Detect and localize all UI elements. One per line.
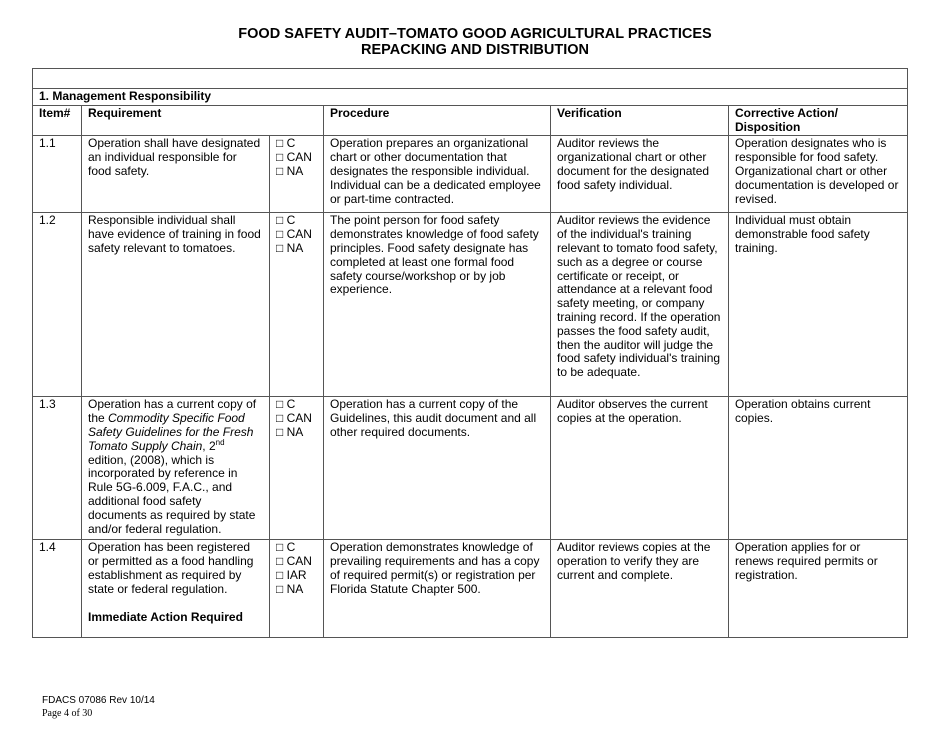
verification-cell: Auditor reviews copies at the operation to verify they are current and complete. <box>551 540 729 638</box>
footer <box>42 694 155 720</box>
status-options <box>270 213 324 397</box>
table-row <box>33 397 908 540</box>
blank-row <box>33 69 908 89</box>
requirement-text: Operation has a current copy of the <box>88 397 257 426</box>
checkbox-na[interactable]: □ NA <box>276 424 304 439</box>
requirement-text-rest: edition, (2008), which is incorporated by reference in Rule 5G-6.009, F.A.C., and additional food safety documents as required by state and/or federal regulation. <box>88 452 256 536</box>
procedure-cell: The point person for food safety demonstrates knowledge of food safety principles. Food safety designate has completed at least one formal food safety course/workshop or by job experience. <box>324 213 551 397</box>
status-options <box>270 136 324 213</box>
checkbox-iar[interactable]: □ IAR <box>276 567 307 582</box>
edition-text: , 2 <box>202 438 216 453</box>
item-number: 1.1 <box>33 136 82 213</box>
corrective-cell: Individual must obtain demonstrable food safety training. <box>729 213 908 397</box>
table-row <box>33 540 908 638</box>
edition-superscript: nd <box>215 437 225 447</box>
blank-cell <box>33 69 908 89</box>
verification-cell: Auditor observes the current copies at the operation. <box>551 397 729 540</box>
header-verification: Verification <box>551 105 729 136</box>
immediate-action-note: Immediate Action Required <box>88 609 243 624</box>
item-number: 1.2 <box>33 213 82 397</box>
requirement-cell: Operation shall have designated an individual responsible for food safety. <box>82 136 270 213</box>
checkbox-c[interactable]: □ C <box>276 136 296 151</box>
header-requirement: Requirement <box>82 105 324 136</box>
header-corrective: Corrective Action/ Disposition <box>729 105 908 136</box>
item-number: 1.4 <box>33 540 82 638</box>
verification-cell: Auditor reviews the organizational chart or other document for the designated food safety individual. <box>551 136 729 213</box>
document-title <box>0 26 950 58</box>
header-row <box>33 105 908 136</box>
requirement-text: Operation has been registered or permitted as a food handling establishment as required by state or federal regulation. <box>88 540 254 596</box>
form-number: FDACS 07086 Rev 10/14 <box>42 695 155 706</box>
section-row <box>33 89 908 106</box>
status-options <box>270 397 324 540</box>
section-title: 1. Management Responsibility <box>33 89 908 106</box>
requirement-cell <box>82 397 270 540</box>
table-row <box>33 213 908 397</box>
verification-cell: Auditor reviews the evidence of the individual's training relevant to tomato food safety, such as a degree or course certificate or receipt, or attendance at a relevant food safety meeting, or company training record. If the operation passes the food safety audit, then the auditor will judge the food safety individual's training to be adequate. <box>551 213 729 397</box>
checkbox-na[interactable]: □ NA <box>276 240 304 255</box>
table-row <box>33 136 908 213</box>
checkbox-can[interactable]: □ CAN <box>276 411 312 426</box>
checkbox-c[interactable]: □ C <box>276 397 296 412</box>
guidelines-title: Commodity Specific Food Safety Guidelines for the Fresh Tomato Supply Chain <box>88 411 254 453</box>
checkbox-c[interactable]: □ C <box>276 213 296 228</box>
procedure-cell: Operation has a current copy of the Guidelines, this audit document and all other required documents. <box>324 397 551 540</box>
procedure-cell: Operation demonstrates knowledge of prevailing requirements and has a copy of required permit(s) or registration per Florida Statute Chapter 500. <box>324 540 551 638</box>
procedure-cell: Operation prepares an organizational chart or other documentation that designates the responsible individual. Individual can be a dedicated employee or part-time contracted. <box>324 136 551 213</box>
checkbox-na[interactable]: □ NA <box>276 163 304 178</box>
page-number: Page 4 of 30 <box>42 708 93 719</box>
checkbox-can[interactable]: □ CAN <box>276 227 312 242</box>
checkbox-can[interactable]: □ CAN <box>276 554 312 569</box>
requirement-cell <box>82 540 270 638</box>
status-options <box>270 540 324 638</box>
requirement-cell: Responsible individual shall have evidence of training in food safety relevant to tomatoes. <box>82 213 270 397</box>
header-item: Item# <box>33 105 82 136</box>
checkbox-c[interactable]: □ C <box>276 540 296 555</box>
checkbox-na[interactable]: □ NA <box>276 581 304 596</box>
title-line-1: FOOD SAFETY AUDIT–TOMATO GOOD AGRICULTURAL PRACTICES <box>238 26 712 42</box>
corrective-cell: Operation designates who is responsible for food safety. Organizational chart or other documentation is developed or revised. <box>729 136 908 213</box>
header-procedure: Procedure <box>324 105 551 136</box>
corrective-cell: Operation applies for or renews required permits or registration. <box>729 540 908 638</box>
corrective-cell: Operation obtains current copies. <box>729 397 908 540</box>
title-line-2: REPACKING AND DISTRIBUTION <box>361 42 589 58</box>
item-number: 1.3 <box>33 397 82 540</box>
audit-table <box>32 68 908 638</box>
checkbox-can[interactable]: □ CAN <box>276 150 312 165</box>
